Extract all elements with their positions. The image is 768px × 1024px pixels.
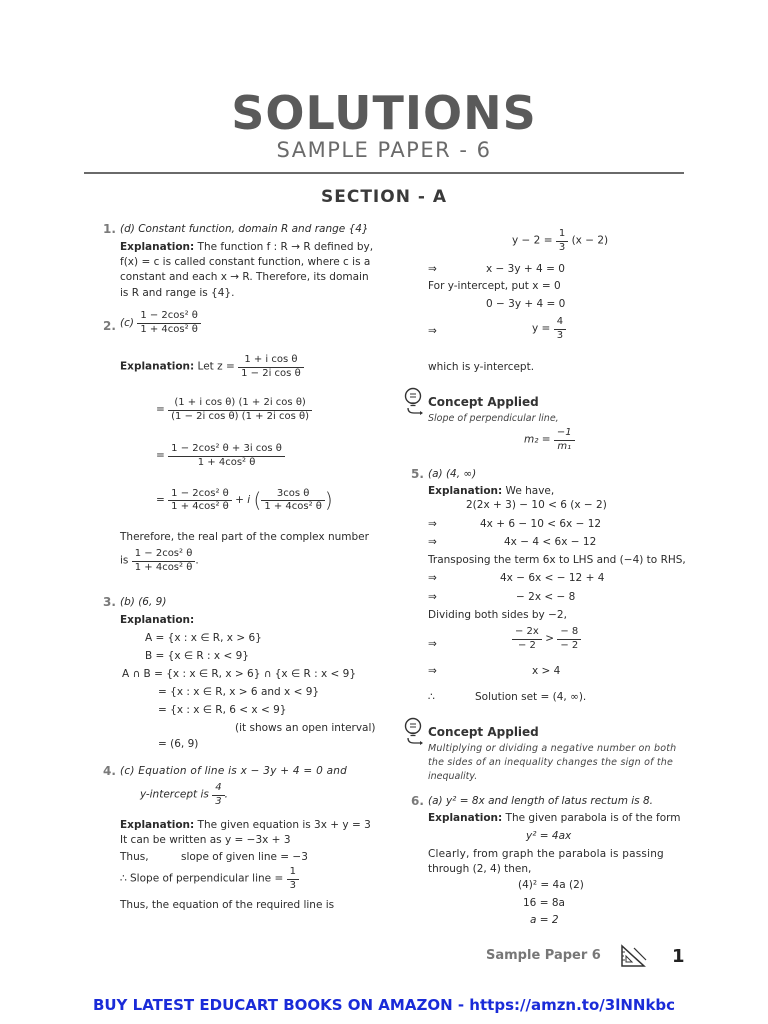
m2-text: m₂ = bbox=[524, 433, 551, 446]
equals: = bbox=[156, 449, 165, 462]
section-heading: SECTION - A bbox=[321, 187, 447, 207]
q1-exp-line: constant and each x → R. Therefore, its domain bbox=[120, 271, 369, 284]
q2-answer bbox=[120, 310, 201, 336]
q1-explanation-label: Explanation: bbox=[120, 241, 195, 253]
q4-perp-text: ∴ Slope of perpendicular line = bbox=[120, 872, 284, 885]
page-title: SOLUTIONS bbox=[231, 86, 537, 140]
promo-banner-link[interactable]: BUY LATEST EDUCART BOOKS ON AMAZON - https://amzn.to/3lNNkbc bbox=[92, 996, 676, 1014]
numerator: 1 − 2cos² θ bbox=[137, 310, 201, 324]
denominator: 3 bbox=[558, 241, 566, 253]
question-number-3: 3. bbox=[103, 595, 116, 609]
period: . bbox=[195, 554, 199, 567]
q5-explanation-label: Explanation: bbox=[428, 485, 503, 497]
y-fraction bbox=[554, 316, 566, 342]
implies: ⇒ bbox=[428, 536, 437, 548]
q4-explanation bbox=[120, 818, 371, 848]
q5-transpose: Transposing the term 6x to LHS and (−4) to RHS, bbox=[428, 554, 686, 566]
q6-answer: (a) y² = 8x and length of latus rectum is 8. bbox=[428, 795, 654, 807]
q6-explanation bbox=[428, 811, 681, 826]
numerator: 1 − 2cos² θ bbox=[132, 548, 196, 562]
concept-applied-title: Concept Applied bbox=[428, 725, 539, 739]
q3-line: = {x : x ∈ R, x > 6 and x < 9} bbox=[158, 686, 320, 698]
result-fraction bbox=[132, 548, 199, 574]
denominator: 1 + 4cos² θ bbox=[171, 501, 229, 512]
q3-line: A ∩ B = {x : x ∈ R, x > 6} ∩ {x ∈ R : x < 9} bbox=[122, 668, 357, 680]
concept-m2 bbox=[524, 427, 575, 453]
therefore-symbol: ∴ bbox=[428, 691, 435, 703]
denominator: 3 bbox=[215, 795, 222, 807]
numerator: 1 + i cos θ bbox=[238, 354, 304, 368]
step3a-fraction bbox=[168, 488, 232, 514]
q1-exp-line: is R and range is {4}. bbox=[120, 286, 235, 299]
y-text: y = bbox=[532, 322, 551, 335]
numerator: − 2x bbox=[512, 626, 542, 640]
q2-answer-fraction bbox=[137, 310, 201, 336]
period: . bbox=[224, 788, 228, 801]
q6-clear-line: through (2, 4) then, bbox=[428, 863, 532, 876]
q4-exp-first: The given equation is 3x + y = 3 bbox=[194, 819, 371, 831]
y2-fraction bbox=[556, 228, 568, 254]
step1-fraction bbox=[168, 397, 312, 423]
right-paren: ) bbox=[324, 488, 333, 512]
q2-option: (c) bbox=[120, 317, 134, 329]
q5-line2: 4x + 6 − 10 < 6x − 12 bbox=[480, 518, 602, 530]
q6-clear-line: Clearly, from graph the parabola is passing bbox=[428, 848, 664, 860]
q4-cont-y2 bbox=[512, 228, 608, 254]
q5-line5: − 2x < − 8 bbox=[516, 591, 576, 603]
q5-exp-first: We have, bbox=[502, 485, 555, 497]
step2-fraction bbox=[168, 443, 285, 469]
denominator: 1 − 2i cos θ bbox=[241, 367, 301, 379]
q4-exp-line: It can be written as y = −3x + 3 bbox=[120, 834, 291, 847]
left-paren: ( bbox=[253, 488, 262, 512]
q3-answer: (b) (6, 9) bbox=[120, 596, 167, 608]
q2-let-z bbox=[120, 354, 304, 380]
denominator: − 2 bbox=[560, 639, 579, 651]
ruler-triangle-icon bbox=[620, 944, 648, 968]
q6-exp-first: The given parabola is of the form bbox=[502, 812, 681, 824]
numerator: (1 + i cos θ) (1 + 2i cos θ) bbox=[168, 397, 312, 411]
q4-perp-fraction bbox=[287, 866, 299, 892]
denominator: 1 + 4cos² θ bbox=[264, 501, 322, 512]
implies: ⇒ bbox=[428, 263, 437, 275]
denominator: 3 bbox=[289, 879, 296, 891]
page-subtitle: SAMPLE PAPER - 6 bbox=[276, 138, 492, 162]
q2-result bbox=[120, 548, 199, 574]
numerator: 1 bbox=[287, 866, 299, 880]
q4-eq-line: Thus, the equation of the required line is bbox=[120, 899, 335, 911]
numerator: 3cos θ bbox=[261, 488, 325, 502]
plus-i: + i bbox=[235, 493, 251, 506]
q5-line1: 2(2x + 3) − 10 < 6 (x − 2) bbox=[466, 499, 607, 511]
z-fraction bbox=[238, 354, 304, 380]
lightbulb-icon bbox=[402, 716, 426, 746]
lightbulb-icon bbox=[402, 386, 426, 416]
q4-cont-line2: 0 − 3y + 4 = 0 bbox=[486, 298, 566, 310]
q4-thus: Thus, bbox=[120, 851, 149, 863]
q4-answer: (c) Equation of line is x − 3y + 4 = 0 and bbox=[120, 765, 348, 777]
q4-perp-slope bbox=[120, 866, 299, 892]
step3b-fraction bbox=[261, 488, 325, 514]
concept-applied-text: Slope of perpendicular line, bbox=[428, 413, 559, 424]
q1-exp-line: f(x) = c is called constant function, where c is a bbox=[120, 256, 371, 269]
concept-applied-title: Concept Applied bbox=[428, 395, 539, 409]
q5-solution: Solution set = (4, ∞). bbox=[475, 691, 587, 703]
q3-explanation-label: Explanation: bbox=[120, 614, 195, 626]
q5-line4: 4x − 6x < − 12 + 4 bbox=[500, 572, 605, 584]
implies: ⇒ bbox=[428, 518, 437, 530]
ca2-line: the sides of an inequality changes the sign of the bbox=[428, 756, 674, 768]
f1-fraction bbox=[512, 626, 542, 652]
denominator: (1 − 2i cos θ) (1 + 2i cos θ) bbox=[171, 410, 310, 422]
q5-explanation bbox=[428, 484, 554, 499]
denominator: 3 bbox=[556, 329, 564, 341]
q5-answer: (a) (4, ∞) bbox=[428, 468, 477, 480]
q5-line3: 4x − 4 < 6x − 12 bbox=[504, 536, 597, 548]
ca2-line: Multiplying or dividing a negative number on both bbox=[428, 743, 677, 754]
q2-explanation-label: Explanation: bbox=[120, 360, 195, 373]
is: is bbox=[120, 554, 129, 567]
equals: = bbox=[156, 493, 165, 506]
numerator: 1 bbox=[556, 228, 568, 242]
denominator: 1 + 4cos² θ bbox=[197, 456, 256, 468]
q4-slope: slope of given line = −3 bbox=[181, 851, 308, 863]
ca2-line: inequality. bbox=[428, 770, 478, 782]
q4-yint bbox=[140, 782, 228, 808]
y2-text: y − 2 = bbox=[512, 234, 553, 247]
question-number-5: 5. bbox=[411, 467, 424, 481]
question-number-6: 6. bbox=[411, 794, 424, 808]
question-number-4: 4. bbox=[103, 764, 116, 778]
q1-answer: (d) Constant function, domain R and range {4} bbox=[120, 223, 369, 235]
equals: = bbox=[156, 403, 165, 416]
q4-cont-forx: For y-intercept, put x = 0 bbox=[428, 280, 561, 292]
numerator: 1 − 2cos² θ bbox=[168, 488, 232, 502]
q5-divide: Dividing both sides by −2, bbox=[428, 609, 567, 621]
implies: ⇒ bbox=[428, 325, 437, 337]
q4-cont-y bbox=[532, 316, 566, 342]
q6-line2: (4)² = 4a (2) bbox=[518, 879, 584, 891]
implies: ⇒ bbox=[428, 591, 437, 603]
m-fraction bbox=[554, 427, 575, 453]
q3-line: B = {x ∈ R : x < 9} bbox=[145, 650, 249, 662]
q4-explanation-label: Explanation: bbox=[120, 819, 195, 831]
denominator: − 2 bbox=[517, 639, 536, 651]
q4-yint-text: y-intercept is bbox=[140, 788, 209, 801]
q3-note: (it shows an open interval) bbox=[235, 722, 376, 734]
q3-line: = {x : x ∈ R, 6 < x < 9} bbox=[158, 704, 287, 716]
q5-line6: x > 4 bbox=[532, 665, 561, 677]
numerator: − 8 bbox=[557, 626, 581, 640]
q1-explanation bbox=[120, 240, 376, 301]
footer-paper-label: Sample Paper 6 bbox=[486, 948, 601, 963]
denominator: m₁ bbox=[557, 440, 572, 452]
denominator: 1 + 4cos² θ bbox=[134, 561, 193, 573]
q4-cont-line1: x − 3y + 4 = 0 bbox=[486, 263, 565, 275]
denominator: 1 + 4cos² θ bbox=[140, 323, 198, 335]
y2-rest: (x − 2) bbox=[571, 234, 609, 247]
q2-step-2 bbox=[156, 443, 285, 469]
greater-than: > bbox=[545, 632, 554, 645]
q6-line3: 16 = 8a bbox=[523, 897, 565, 909]
q3-line: A = {x : x ∈ R, x > 6} bbox=[145, 632, 262, 644]
q1-exp-first: The function f : R → R defined by, bbox=[194, 241, 374, 253]
q6-clearly bbox=[428, 847, 684, 877]
q5-fraction-inequality bbox=[512, 626, 581, 652]
implies: ⇒ bbox=[428, 665, 437, 677]
q3-final: = (6, 9) bbox=[158, 738, 199, 750]
q6-line1: y² = 4ax bbox=[526, 830, 572, 842]
q2-therefore: Therefore, the real part of the complex number bbox=[120, 531, 369, 543]
header-divider bbox=[84, 172, 684, 174]
numerator: 4 bbox=[554, 316, 566, 330]
page-number: 1 bbox=[672, 946, 685, 967]
q2-step-1 bbox=[156, 397, 312, 423]
numerator: 1 − 2cos² θ + 3i cos θ bbox=[168, 443, 285, 457]
question-number-2: 2. bbox=[103, 319, 116, 333]
q4-yint-fraction bbox=[212, 782, 224, 808]
numerator: −1 bbox=[554, 427, 575, 441]
q4-cont-which: which is y-intercept. bbox=[428, 361, 535, 373]
implies: ⇒ bbox=[428, 638, 437, 650]
q6-explanation-label: Explanation: bbox=[428, 812, 503, 824]
q6-line4: a = 2 bbox=[530, 914, 559, 926]
implies: ⇒ bbox=[428, 572, 437, 584]
q2-step-3 bbox=[156, 486, 333, 515]
numerator: 4 bbox=[212, 782, 224, 796]
f2-fraction bbox=[557, 626, 581, 652]
question-number-1: 1. bbox=[103, 222, 116, 236]
concept-applied-text bbox=[428, 742, 684, 783]
q2-let: Let z = bbox=[194, 360, 235, 373]
